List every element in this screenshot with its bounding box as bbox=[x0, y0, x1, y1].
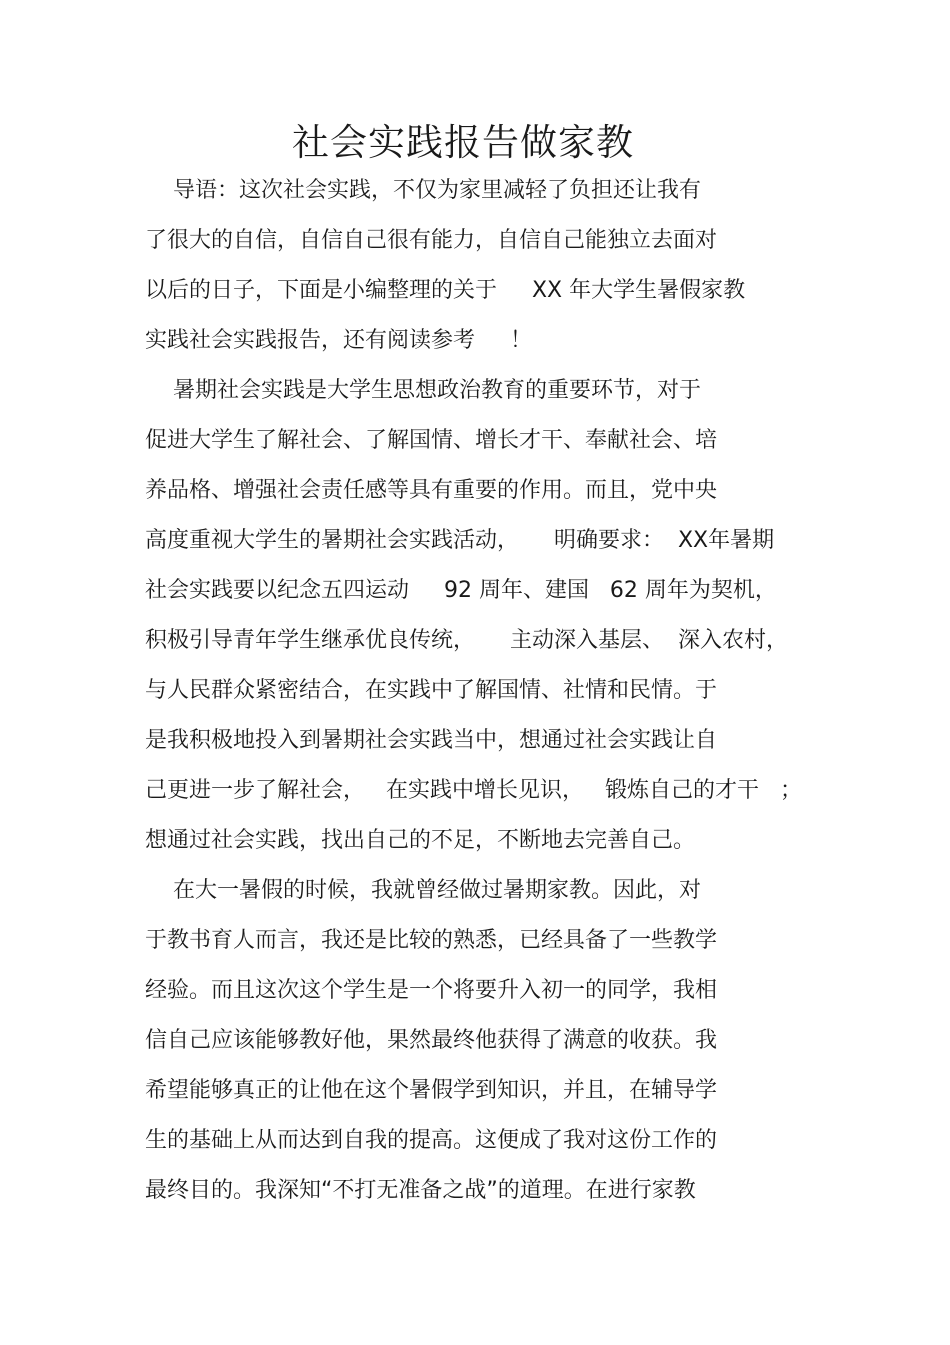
document-title: 社会实践报告做家教 bbox=[292, 121, 634, 164]
text-line: 实践社会实践报告，还有阅读参考 ！ bbox=[145, 328, 532, 353]
text-line: 积极引导青年学生继承优良传统， 主动深入基层、 深入农村， bbox=[145, 628, 788, 653]
text-line: 经验。而且这次这个学生是一个将要升入初一的同学，我相 bbox=[145, 978, 718, 1003]
text-line: 以后的日子，下面是小编整理的关于 XX 年大学生暑假家教 bbox=[145, 278, 746, 303]
text-line: 信自己应该能够教好他，果然最终他获得了满意的收获。我 bbox=[145, 1028, 718, 1053]
text-line: 在大一暑假的时候，我就曾经做过暑期家教。因此，对 bbox=[145, 878, 701, 903]
text-line: 导语：这次社会实践，不仅为家里减轻了负担还让我有 bbox=[145, 178, 701, 203]
text-line: 是我积极地投入到暑期社会实践当中，想通过社会实践让自 bbox=[145, 728, 718, 753]
text-line: 想通过社会实践，找出自己的不足，不断地去完善自己。 bbox=[145, 828, 696, 853]
text-line: 社会实践要以纪念五四运动 92 周年、建国 62 周年为契机， bbox=[145, 578, 777, 603]
text-line: 暑期社会实践是大学生思想政治教育的重要环节，对于 bbox=[145, 378, 701, 403]
text-line: 希望能够真正的让他在这个暑假学到知识，并且，在辅导学 bbox=[145, 1078, 718, 1103]
text-line: 于教书育人而言，我还是比较的熟悉，已经具备了一些教学 bbox=[145, 928, 718, 953]
text-line: 生的基础上从而达到自我的提高。这便成了我对这份工作的 bbox=[145, 1128, 718, 1153]
text-line: 促进大学生了解社会、了解国情、增长才干、奉献社会、培 bbox=[145, 428, 718, 453]
text-line: 己更进一步了解社会， 在实践中增长见识， 锻炼自己的才干 ； bbox=[145, 778, 802, 803]
text-line: 了很大的自信，自信自己很有能力，自信自己能独立去面对 bbox=[145, 228, 718, 253]
text-line: 高度重视大学生的暑期社会实践活动， 明确要求： XX年暑期 bbox=[145, 528, 775, 553]
text-line: 最终目的。我深知“不打无准备之战”的道理。在进行家教 bbox=[145, 1178, 696, 1203]
text-line: 与人民群众紧密结合，在实践中了解国情、社情和民情。于 bbox=[145, 678, 718, 703]
text-line: 养品格、增强社会责任感等具有重要的作用。而且，党中央 bbox=[145, 478, 718, 503]
